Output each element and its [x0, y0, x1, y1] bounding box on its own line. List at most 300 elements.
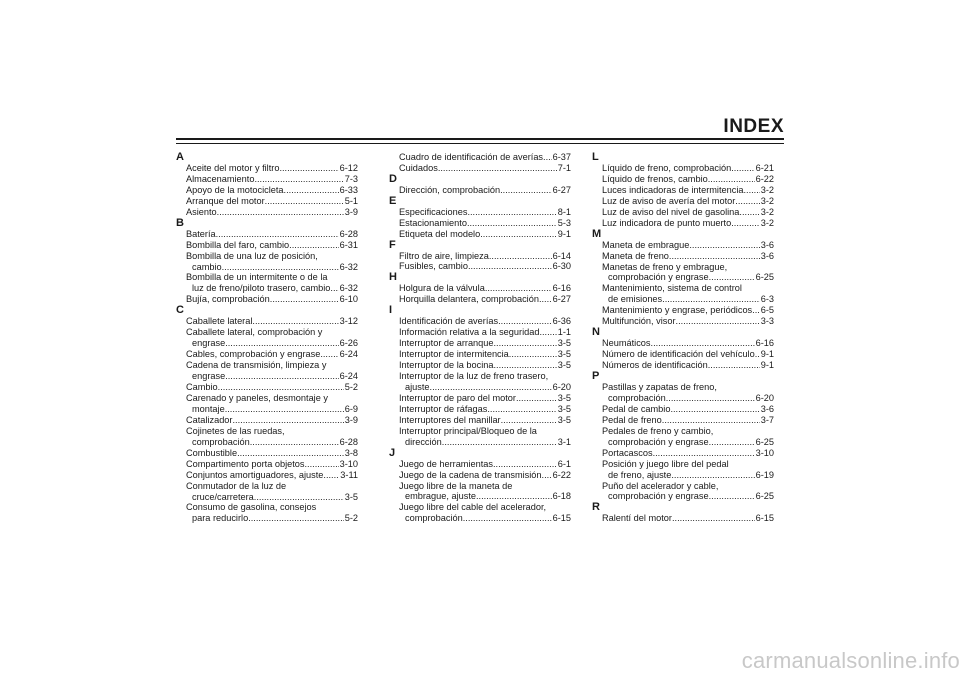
- index-entry-line: [602, 240, 774, 251]
- section-letter: N: [592, 326, 600, 339]
- index-entry-page: 6-5: [760, 305, 774, 316]
- dot-leader: [225, 371, 338, 382]
- dot-leader: [543, 152, 552, 163]
- index-entry-page: 1-1: [557, 327, 571, 338]
- index-entry-continuation: [602, 393, 774, 404]
- index-entry: [592, 163, 774, 174]
- index-entry-page: 6-14: [552, 250, 571, 261]
- index-entry-text: Carenado y paneles, desmontaje y: [186, 392, 328, 403]
- index-entry-line: [186, 207, 358, 218]
- index-entry-text: Juego de la cadena de transmisión: [399, 469, 542, 480]
- index-entry-text: Interruptor de ráfagas: [399, 403, 488, 414]
- index-entry: [389, 349, 571, 360]
- index-entry-continuation: [602, 272, 774, 283]
- index-entry-text: embrague, ajuste: [405, 491, 476, 502]
- index-entry-line: [602, 338, 774, 349]
- index-entry-page: 6-24: [339, 371, 358, 382]
- index-entry-text: comprobación: [192, 436, 250, 447]
- watermark-text: carmanualsonline.info: [741, 648, 960, 673]
- index-entry-page: 6-20: [552, 381, 571, 392]
- dot-leader: [501, 415, 557, 426]
- index-entry: [389, 426, 571, 448]
- dot-leader: [467, 207, 556, 218]
- index-entry-continuation: [186, 262, 358, 273]
- index-entry: [389, 163, 571, 174]
- dot-leader: [284, 185, 339, 196]
- dot-leader: [476, 491, 552, 502]
- index-entry-line: [399, 502, 571, 513]
- title-rule-thin: [176, 143, 784, 144]
- dot-leader: [516, 393, 557, 404]
- section-letter: A: [176, 151, 184, 163]
- index-entry-text: montaje: [192, 403, 225, 414]
- index-entry-line: [602, 262, 774, 273]
- index-entry-page: 6-15: [552, 513, 571, 524]
- index-entry-line: [602, 163, 774, 174]
- index-entry-page: 6-32: [339, 261, 358, 272]
- index-entry-text: Interruptor de la bocina: [399, 360, 494, 371]
- dot-leader: [735, 196, 759, 207]
- dot-leader: [250, 437, 339, 448]
- index-entry-line: [399, 404, 571, 415]
- dot-leader: [487, 404, 556, 415]
- index-entry: [592, 448, 774, 459]
- index-entry: [592, 207, 774, 218]
- index-entry: [592, 349, 774, 360]
- dot-leader: [709, 272, 755, 283]
- dot-leader: [320, 349, 338, 360]
- dot-leader: [248, 513, 344, 524]
- index-entry-text: Bujía, comprobación: [186, 294, 270, 305]
- index-entry: [176, 481, 358, 503]
- index-entry: [389, 338, 571, 349]
- dot-leader: [539, 294, 552, 305]
- index-entry-line: [186, 360, 358, 371]
- dot-leader: [430, 382, 552, 393]
- index-entry-line: [602, 426, 774, 437]
- index-entry-line: [602, 448, 774, 459]
- index-entry-text: Fusibles, cambio: [399, 261, 468, 272]
- index-entry: [592, 185, 774, 196]
- section-letter: C: [176, 304, 184, 317]
- index-entry: [389, 393, 571, 404]
- index-entry-line: [602, 481, 774, 492]
- index-entry-page: 6-18: [552, 491, 571, 502]
- index-entry-page: 6-12: [339, 162, 358, 173]
- index-entry-text: de emisiones: [608, 294, 663, 305]
- index-entry-text: Cables, comprobación y engrase: [186, 349, 321, 360]
- dot-leader: [222, 262, 339, 273]
- index-entry: [592, 459, 774, 481]
- dot-leader: [671, 470, 754, 481]
- index-entry-line: [186, 174, 358, 185]
- index-entry-page: 6-15: [755, 513, 774, 524]
- index-entry-page: 6-10: [339, 294, 358, 305]
- index-entry: [592, 174, 774, 185]
- index-entry: [389, 294, 571, 305]
- index-entry-text: Apoyo de la motocicleta: [186, 184, 284, 195]
- index-entry-line: [602, 196, 774, 207]
- index-entry-line: [186, 415, 358, 426]
- index-entry-text: Catalizador: [186, 414, 233, 425]
- index-entry-page: 3-5: [557, 392, 571, 403]
- index-entry-text: Maneta de embrague: [602, 239, 690, 250]
- index-entry-text: Líquido de frenos, cambio: [602, 173, 708, 184]
- index-entry-line: [602, 185, 774, 196]
- index-entry-text: Interruptor principal/Bloqueo de la: [399, 425, 537, 436]
- index-entry-page: 6-16: [552, 283, 571, 294]
- index-entry-page: 6-1: [557, 458, 571, 469]
- index-entry-page: 5-1: [344, 195, 358, 206]
- dot-leader: [480, 229, 557, 240]
- index-entry-line: [186, 470, 358, 481]
- index-entry-continuation: [186, 404, 358, 415]
- index-entry: [176, 294, 358, 305]
- index-entry-continuation: [186, 437, 358, 448]
- index-entry: [176, 163, 358, 174]
- index-entry-line: [186, 502, 358, 513]
- index-entry: [592, 338, 774, 349]
- index-entry-line: [186, 196, 358, 207]
- index-entry-text: comprobación: [608, 392, 666, 403]
- index-entry: [176, 272, 358, 294]
- index-entry: [389, 261, 571, 272]
- index-entry-text: Información relativa a la seguridad: [399, 327, 540, 338]
- dot-leader: [672, 513, 755, 524]
- index-entry-line: [186, 481, 358, 492]
- index-entry-text: Interruptores del manillar: [399, 414, 501, 425]
- index-column-2: [389, 152, 571, 524]
- index-entry-line: [399, 393, 571, 404]
- dot-leader: [669, 251, 760, 262]
- dot-leader: [265, 196, 344, 207]
- index-entry: [592, 426, 774, 448]
- dot-leader: [708, 174, 755, 185]
- index-entry-text: Filtro de aire, limpieza: [399, 250, 489, 261]
- index-entry-line: [602, 251, 774, 262]
- index-entry-line: [399, 316, 571, 327]
- index-entry-line: [186, 327, 358, 338]
- dot-leader: [216, 229, 339, 240]
- index-entry-page: 6-16: [755, 338, 774, 349]
- index-entry-text: Juego de herramientas: [399, 458, 493, 469]
- index-entry-line: [186, 459, 358, 470]
- index-entry-text: Mantenimiento y engrase, periódicos: [602, 305, 753, 316]
- index-entry-line: [186, 382, 358, 393]
- page-title: INDEX: [723, 116, 784, 137]
- index-entry: [176, 448, 358, 459]
- index-entry-text: Cuadro de identificación de averías: [399, 152, 544, 162]
- dot-leader: [666, 393, 755, 404]
- dot-leader: [653, 448, 755, 459]
- index-entry: [592, 218, 774, 229]
- section-letter: M: [592, 227, 602, 240]
- index-entry-text: Mantenimiento, sistema de control: [602, 283, 742, 294]
- index-entry: [389, 470, 571, 481]
- index-entry-page: 3-9: [344, 206, 358, 217]
- index-entry-continuation: [602, 294, 774, 305]
- index-entry-text: Cojinetes de las ruedas,: [186, 425, 285, 436]
- index-entry: [592, 316, 774, 327]
- index-entry-line: [602, 415, 774, 426]
- index-entry-line: [399, 207, 571, 218]
- dot-leader: [304, 459, 338, 470]
- index-entry-text: Pastillas y zapatas de freno,: [602, 381, 717, 392]
- index-entry-text: Bombilla de un intermitente o de la: [186, 272, 328, 283]
- index-entry-text: Interruptor de paro del motor: [399, 392, 516, 403]
- dot-leader: [217, 207, 344, 218]
- index-entry-page: 6-25: [755, 272, 774, 283]
- index-entry-page: 3-5: [557, 403, 571, 414]
- index-entry: [176, 426, 358, 448]
- dot-leader: [662, 415, 760, 426]
- index-entry-text: Luz de aviso de avería del motor: [602, 195, 736, 206]
- dot-leader: [254, 174, 343, 185]
- index-entry: [176, 459, 358, 470]
- dot-leader: [709, 491, 755, 502]
- index-entry-line: [399, 349, 571, 360]
- index-entry: [389, 316, 571, 327]
- index-entry: [176, 415, 358, 426]
- index-entry-line: [602, 207, 774, 218]
- index-entry-text: Conmutador de la luz de: [186, 480, 287, 491]
- index-entry: [389, 229, 571, 240]
- index-entry: [592, 262, 774, 284]
- index-entry: [176, 251, 358, 273]
- dot-leader: [270, 294, 339, 305]
- dot-leader: [323, 470, 339, 481]
- index-entry-continuation: [186, 492, 358, 503]
- index-entry: [592, 251, 774, 262]
- index-entry-text: Número de identificación del vehículo: [602, 349, 755, 360]
- index-entry-page: 3-2: [760, 184, 774, 195]
- section-letter: B: [176, 216, 184, 229]
- dot-leader: [676, 316, 760, 327]
- index-entry-page: 5-2: [344, 513, 358, 524]
- index-entry-line: [399, 327, 571, 338]
- index-entry-page: 9-1: [557, 228, 571, 239]
- index-entry: [592, 283, 774, 305]
- index-entry-text: Interruptor de intermitencia: [399, 349, 509, 360]
- index-entry-text: Luz indicadora de punto muerto: [602, 217, 732, 228]
- index-entry-text: de freno, ajuste: [608, 469, 672, 480]
- dot-leader: [709, 437, 755, 448]
- index-entry: [176, 360, 358, 382]
- index-entry-text: cambio: [192, 261, 222, 272]
- index-entry-page: 6-28: [339, 436, 358, 447]
- index-entry-line: [602, 459, 774, 470]
- index-entry-text: Números de identificación: [602, 360, 708, 371]
- index-entry-page: 3-5: [557, 414, 571, 425]
- index-entry-text: Especificaciones: [399, 206, 468, 217]
- dot-leader: [485, 283, 552, 294]
- index-entry-text: Caballete lateral: [186, 316, 253, 327]
- dot-leader: [509, 349, 557, 360]
- section-letter: L: [592, 151, 599, 163]
- index-entry-text: comprobación: [405, 513, 463, 524]
- index-entry-line: [602, 404, 774, 415]
- index-entry-text: Estacionamiento: [399, 217, 467, 228]
- index-entry: [389, 185, 571, 196]
- index-entry-line: [186, 240, 358, 251]
- section-letter: E: [389, 194, 397, 207]
- dot-leader: [542, 470, 552, 481]
- index-entry: [176, 382, 358, 393]
- index-entry: [389, 283, 571, 294]
- index-entry-line: [186, 229, 358, 240]
- index-entry-line: [399, 152, 571, 163]
- index-entry-line: [602, 174, 774, 185]
- index-entry-line: [602, 305, 774, 316]
- dot-leader: [708, 360, 760, 371]
- dot-leader: [689, 240, 759, 251]
- dot-leader: [494, 360, 557, 371]
- index-entry-page: 3-6: [760, 239, 774, 250]
- index-entry: [389, 404, 571, 415]
- index-entry-text: Pedal de cambio: [602, 403, 671, 414]
- index-entry-text: Portacascos: [602, 447, 653, 458]
- index-entry: [592, 305, 774, 316]
- index-entry: [389, 502, 571, 524]
- index-entry-text: cruce/carretera: [192, 491, 254, 502]
- index-entry-page: 5-3: [557, 217, 571, 228]
- index-entry-text: luz de freno/piloto trasero, cambio: [192, 283, 331, 294]
- index-entry-page: 3-2: [760, 195, 774, 206]
- index-entry-text: Posición y juego libre del pedal: [602, 458, 729, 469]
- index-entry-line: [186, 163, 358, 174]
- index-entry-page: 6-27: [552, 184, 571, 195]
- index-entry-text: Bombilla de una luz de posición,: [186, 250, 318, 261]
- index-entry-line: [186, 185, 358, 196]
- index-entry-line: [399, 470, 571, 481]
- index-entry-text: comprobación y engrase: [608, 491, 709, 502]
- index-entry-continuation: [186, 371, 358, 382]
- dot-leader: [232, 415, 343, 426]
- index-entry-text: Neumáticos: [602, 338, 651, 349]
- index-entry-line: [399, 338, 571, 349]
- index-entry-text: engrase: [192, 338, 226, 349]
- index-entry-text: Interruptor de arranque: [399, 338, 494, 349]
- index-entry-continuation: [602, 470, 774, 481]
- index-entry-page: 9-1: [760, 360, 774, 371]
- index-entry-text: Ralentí del motor: [602, 513, 672, 524]
- index-entry: [389, 371, 571, 393]
- index-entry-text: Interruptor de la luz de freno trasero,: [399, 370, 549, 381]
- index-entry-text: Multifunción, visor: [602, 316, 676, 327]
- index-entry-text: Almacenamiento: [186, 173, 255, 184]
- index-entry-page: 3-5: [557, 360, 571, 371]
- index-entry-page: 6-24: [339, 349, 358, 360]
- dot-leader: [218, 382, 344, 393]
- index-entry: [176, 174, 358, 185]
- index-entry: [389, 207, 571, 218]
- index-entry-page: 7-3: [344, 173, 358, 184]
- index-entry-line: [399, 415, 571, 426]
- index-entry-text: ajuste: [405, 381, 430, 392]
- index-entry-text: Pedales de freno y cambio,: [602, 425, 714, 436]
- index-entry: [592, 415, 774, 426]
- index-entry-text: Etiqueta del modelo: [399, 228, 481, 239]
- section-letter: H: [389, 271, 397, 284]
- index-entry-line: [602, 349, 774, 360]
- section-letter: R: [592, 501, 600, 514]
- index-entry-text: Horquilla delantera, comprobación: [399, 294, 539, 305]
- dot-leader: [468, 261, 552, 272]
- dot-leader: [237, 448, 344, 459]
- index-entry-text: Cambio: [186, 381, 218, 392]
- index-entry-page: 3-6: [760, 250, 774, 261]
- section-letter: I: [389, 304, 393, 317]
- index-entry-page: 3-2: [760, 217, 774, 228]
- index-entry-line: [186, 349, 358, 360]
- dot-leader: [442, 437, 557, 448]
- index-entry-line: [186, 426, 358, 437]
- index-entry-text: Bombilla del faro, cambio: [186, 239, 290, 250]
- index-entry-text: Batería: [186, 228, 216, 239]
- index-entry-line: [399, 481, 571, 492]
- dot-leader: [252, 316, 338, 327]
- index-entry-page: 3-10: [755, 447, 774, 458]
- index-entry: [176, 207, 358, 218]
- index-entry-text: Juego libre del cable del acelerador,: [399, 502, 547, 513]
- index-entry-page: 3-11: [340, 469, 358, 480]
- dot-leader: [289, 240, 338, 251]
- index-entry-line: [399, 360, 571, 371]
- index-entry-text: Holgura de la válvula: [399, 283, 485, 294]
- dot-leader: [489, 251, 552, 262]
- title-rule-thick: [176, 138, 784, 140]
- index-entry: [176, 327, 358, 349]
- index-entry: [389, 327, 571, 338]
- index-entry-page: 6-21: [755, 162, 774, 173]
- index-entry-continuation: [186, 338, 358, 349]
- index-entry-text: Caballete lateral, comprobación y: [186, 327, 323, 338]
- index-entry-line: [602, 360, 774, 371]
- dot-leader: [752, 305, 760, 316]
- index-entry-continuation: [186, 513, 358, 524]
- index-entry-line: [602, 283, 774, 294]
- index-entry-text: para reducirlo: [192, 513, 249, 524]
- dot-leader: [494, 338, 557, 349]
- index-entry-line: [186, 251, 358, 262]
- index-entry-page: 6-25: [755, 436, 774, 447]
- index-entry-line: [399, 371, 571, 382]
- index-entry-text: Maneta de freno: [602, 250, 669, 261]
- index-entry-text: Identificación de averías: [399, 316, 499, 327]
- dot-leader: [463, 513, 552, 524]
- index-entry-text: Manetas de freno y embrague,: [602, 261, 728, 272]
- index-entry: [592, 360, 774, 371]
- index-entry-page: 6-19: [755, 469, 774, 480]
- index-entry-page: 3-5: [557, 338, 571, 349]
- index-entry-page: 6-22: [755, 173, 774, 184]
- dot-leader: [225, 404, 344, 415]
- index-entry-line: [602, 513, 774, 524]
- index-entry-page: 6-37: [552, 152, 571, 162]
- index-entry-line: [399, 251, 571, 262]
- index-entry-page: 6-31: [339, 239, 358, 250]
- dot-leader: [438, 163, 557, 174]
- index-entry-line: [186, 316, 358, 327]
- index-entry-continuation: [399, 382, 571, 393]
- index-entry-text: Combustible: [186, 447, 238, 458]
- index-entry: [176, 502, 358, 524]
- dot-leader: [467, 218, 557, 229]
- dot-leader: [731, 163, 754, 174]
- index-entry-page: 6-26: [339, 338, 358, 349]
- section-letter: F: [389, 238, 396, 251]
- index-entry: [389, 459, 571, 470]
